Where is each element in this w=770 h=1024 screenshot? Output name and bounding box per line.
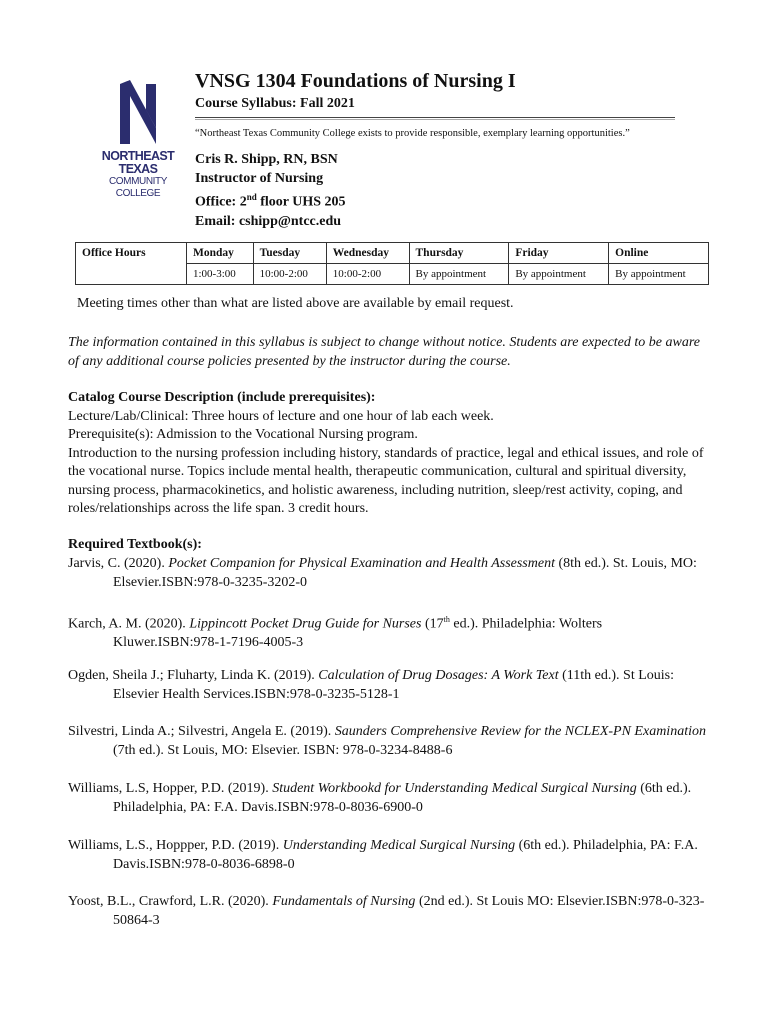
textbooks-heading: Required Textbook(s): bbox=[68, 537, 202, 552]
instructor-email: Email: cshipp@ntcc.edu bbox=[195, 213, 342, 229]
meeting-note: Meeting times other than what are listed above are available by email request. bbox=[77, 296, 514, 311]
office-hours-table bbox=[75, 242, 709, 285]
textbook-entry: Silvestri, Linda A.; Silvestri, Angela E. (2019). Saunders Comprehensive Review for the NCLEX-PN Examination (7th ed.). St Louis, MO: Elsevier. ISBN: 978-0-3234-8488-6 bbox=[68, 724, 706, 758]
day-header: Thursday bbox=[409, 243, 509, 264]
office-hours-label: Office Hours bbox=[76, 243, 187, 285]
day-header: Wednesday bbox=[326, 243, 409, 264]
catalog-line: Lecture/Lab/Clinical: Three hours of lecture and one hour of lab each week. bbox=[68, 408, 494, 424]
course-subtitle: Course Syllabus: Fall 2021 bbox=[195, 96, 355, 111]
logo-line1: NORTHEAST TEXAS bbox=[101, 149, 175, 176]
day-header: Online bbox=[609, 243, 709, 264]
instructor-info bbox=[195, 150, 346, 231]
hours-cell: By appointment bbox=[409, 264, 509, 285]
textbook-entry: Jarvis, C. (2020). Pocket Companion for Physical Examination and Health Assessment (8th ed.). St. Louis, MO: Elsevier.ISBN:978-0-3235-3202-0 bbox=[68, 556, 697, 590]
header-divider bbox=[195, 117, 675, 120]
catalog-heading: Catalog Course Description (include prerequisites): bbox=[68, 390, 376, 405]
instructor-office: Office: 2nd floor UHS 205 bbox=[195, 192, 346, 210]
textbook-entry: Williams, L.S, Hopper, P.D. (2019). Student Workbookd for Understanding Medical Surgical Nursing (6th ed.). Philadelphia, PA: F.A. Davis.ISBN:978-0-8036-6900-0 bbox=[68, 781, 692, 815]
syllabus-disclaimer: The information contained in this syllabus is subject to change without notice. Students are expected to be aware of any additional course policies presented by the instructor during the course. bbox=[68, 335, 700, 369]
instructor-role: Instructor of Nursing bbox=[195, 171, 324, 186]
hours-cell: 10:00-2:00 bbox=[326, 264, 409, 285]
hours-cell: By appointment bbox=[509, 264, 609, 285]
day-header: Monday bbox=[187, 243, 254, 264]
course-title: VNSG 1304 Foundations of Nursing I bbox=[195, 70, 516, 92]
hours-cell: 1:00-3:00 bbox=[187, 264, 254, 285]
catalog-description: Introduction to the nursing profession including history, standards of practice, legal and ethical issues, and role of the vocational nurse. Topics include mental health, therapeutic communication, cultural and spiritual diversity, nursing process, pharmacokinetics, and holistic awareness, including nutrition, sleep/rest activity, coping, and roles/relationships across the life span. 3 credit hours. bbox=[68, 445, 704, 516]
catalog-line: Prerequisite(s): Admission to the Vocational Nursing program. bbox=[68, 427, 418, 442]
day-header: Friday bbox=[509, 243, 609, 264]
college-logo bbox=[92, 78, 184, 200]
textbooks-heading-wrap bbox=[68, 536, 708, 555]
textbook-entry: Williams, L.S., Hoppper, P.D. (2019). Understanding Medical Surgical Nursing (6th ed.). Philadelphia, PA: F.A. Davis.ISBN:978-0-8036-6898-0 bbox=[68, 838, 698, 872]
logo-line2: COMMUNITY COLLEGE bbox=[108, 176, 168, 199]
textbook-entry: Yoost, B.L., Crawford, L.R. (2020). Fundamentals of Nursing (2nd ed.). St Louis MO: Elsevier.ISBN:978-0-323-50864-3 bbox=[68, 894, 705, 928]
day-header: Tuesday bbox=[253, 243, 326, 264]
catalog-description-section bbox=[68, 389, 708, 519]
ntcc-n-logo-icon bbox=[116, 78, 160, 146]
hours-cell: 10:00-2:00 bbox=[253, 264, 326, 285]
instructor-name: Cris R. Shipp, RN, BSN bbox=[195, 152, 338, 167]
textbook-entry: Ogden, Sheila J.; Fluharty, Linda K. (2019). Calculation of Drug Dosages: A Work Text (11th ed.). St Louis: Elsevier Health Services.ISBN:978-0-3235-5128-1 bbox=[68, 668, 675, 702]
textbook-entry: Karch, A. M. (2020). Lippincott Pocket Drug Guide for Nurses (17th ed.). Philadelphia: Wolters Kluwer.ISBN:978-1-7196-4005-3 bbox=[68, 615, 603, 651]
hours-cell: By appointment bbox=[609, 264, 709, 285]
mission-statement: “Northeast Texas Community College exists to provide responsible, exemplary learning opportunities.” bbox=[195, 128, 630, 139]
